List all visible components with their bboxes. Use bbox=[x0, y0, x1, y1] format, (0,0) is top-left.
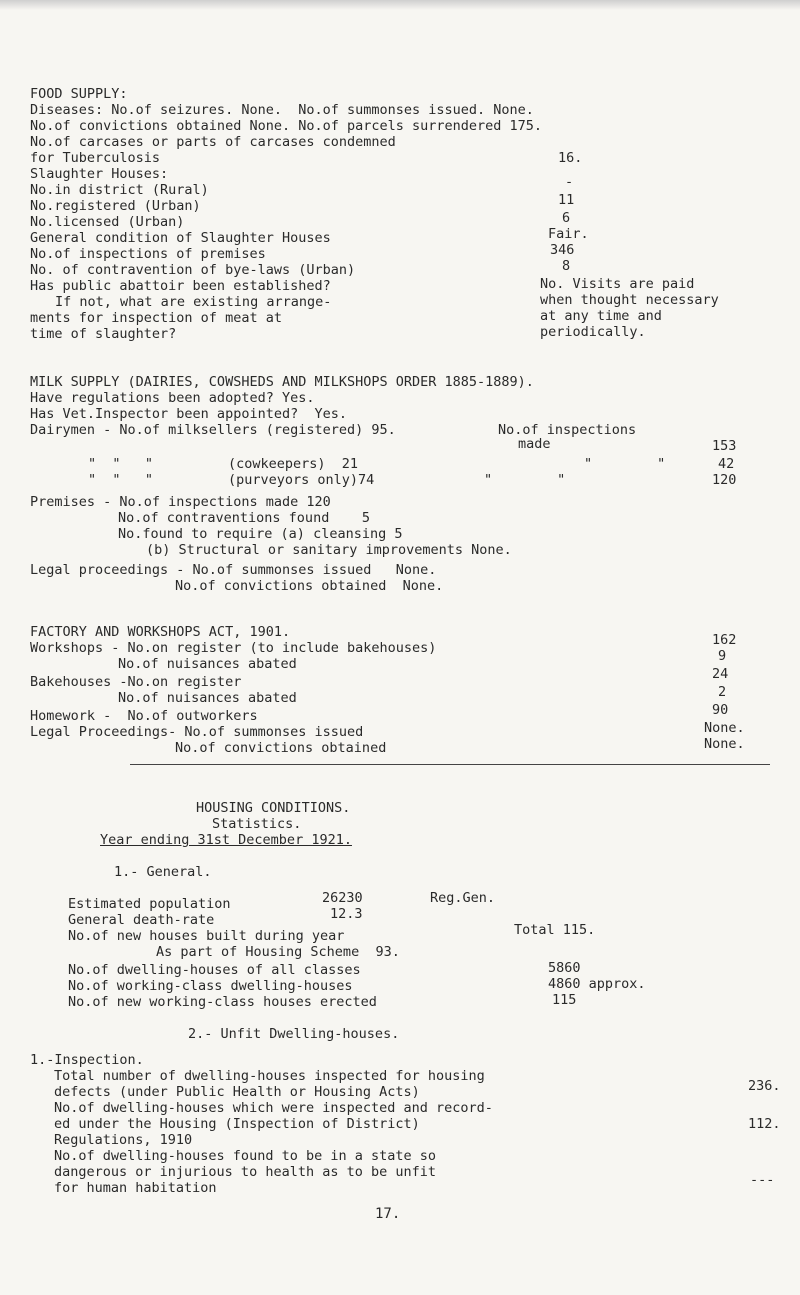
factory-convictions-value: None. bbox=[704, 736, 745, 752]
carcases-label-2: for Tuberculosis bbox=[30, 150, 161, 166]
cowkeepers-label: (cowkeepers) 21 bbox=[228, 456, 359, 472]
bakehouses-value: 24 bbox=[712, 666, 729, 682]
factory-legal-convictions: No.of convictions obtained bbox=[175, 740, 387, 756]
milk-heading: MILK SUPPLY (DAIRIES, COWSHEDS AND MILKSHOPS ORDER 1885-1889). bbox=[30, 374, 534, 390]
ditto-marks: " " " bbox=[88, 472, 154, 488]
workshops-value: 162 bbox=[712, 632, 737, 648]
factory-legal-summonses: Legal Proceedings- No.of summonses issued bbox=[30, 724, 364, 740]
working-class-label: No.of working-class dwelling-houses bbox=[68, 978, 353, 994]
licensed-label: No.licensed (Urban) bbox=[30, 214, 185, 230]
rural-value: 11 bbox=[558, 192, 575, 208]
rural-label: No.in district (Rural) bbox=[30, 182, 209, 198]
recorded-label-2: ed under the Housing (Inspection of District) bbox=[54, 1116, 420, 1132]
recorded-value: 112. bbox=[748, 1116, 781, 1132]
dwelling-houses-value: 5860 bbox=[548, 960, 581, 976]
food-line-2: No.of convictions obtained None. No.of parcels surrendered 175. bbox=[30, 118, 543, 134]
cowkeepers-inspections: 42 bbox=[718, 456, 735, 472]
homework-label: Homework - No.of outworkers bbox=[30, 708, 258, 724]
carcases-label: No.of carcases or parts of carcases condemned bbox=[30, 134, 396, 150]
milk-vet-inspector: Has Vet.Inspector been appointed? Yes. bbox=[30, 406, 347, 422]
premises-structural: (b) Structural or sanitary improvements None. bbox=[146, 542, 512, 558]
dwelling-houses-label: No.of dwelling-houses of all classes bbox=[68, 962, 361, 978]
housing-scheme: As part of Housing Scheme 93. bbox=[156, 944, 400, 960]
homework-value: 90 bbox=[712, 702, 729, 718]
condition-value: 346 bbox=[550, 242, 575, 258]
housing-title: HOUSING CONDITIONS. bbox=[196, 800, 351, 816]
abattoir-question-3: ments for inspection of meat at bbox=[30, 310, 282, 326]
food-line-1: Diseases: No.of seizures. None. No.of summonses issued. None. bbox=[30, 102, 534, 118]
abattoir-question-1: Has public abattoir been established? bbox=[30, 278, 331, 294]
visits-line-2: when thought necessary bbox=[540, 292, 719, 308]
contravention-label: No. of contravention of bye-laws (Urban) bbox=[30, 262, 356, 278]
unfit-label-2: dangerous or injurious to health as to be unfit bbox=[54, 1164, 437, 1180]
inspected-total-label: Total number of dwelling-houses inspected for housing bbox=[54, 1068, 485, 1084]
unfit-label: No.of dwelling-houses found to be in a state so bbox=[54, 1148, 437, 1164]
inspections-label: No.of inspections of premises bbox=[30, 246, 266, 262]
inspected-total-value: 236. bbox=[748, 1078, 781, 1094]
bakehouse-nuisances-label: No.of nuisances abated bbox=[118, 690, 297, 706]
factory-summonses-value: None. bbox=[704, 720, 745, 736]
unfit-heading: 2.- Unfit Dwelling-houses. bbox=[188, 1026, 400, 1042]
population-value: 26230 bbox=[322, 890, 363, 906]
death-rate-label: General death-rate bbox=[68, 912, 215, 928]
food-heading: FOOD SUPPLY: bbox=[30, 86, 128, 102]
inspection-heading: 1.-Inspection. bbox=[30, 1052, 144, 1068]
abattoir-question-4: time of slaughter? bbox=[30, 326, 177, 342]
made-label: made bbox=[518, 436, 551, 452]
section-divider bbox=[130, 764, 770, 765]
recorded-label-3: Regulations, 1910 bbox=[54, 1132, 193, 1148]
inspected-total-label-2: defects (under Public Health or Housing Acts) bbox=[54, 1084, 420, 1100]
new-working-class-label: No.of new working-class houses erected bbox=[68, 994, 377, 1010]
working-class-value: 4860 approx. bbox=[548, 976, 646, 992]
slaughter-dash: - bbox=[565, 174, 574, 190]
statistics-label: Statistics. bbox=[212, 816, 302, 832]
general-heading: 1.- General. bbox=[114, 864, 212, 880]
milksellers-inspections: 153 bbox=[712, 438, 737, 454]
urban-value: 6 bbox=[562, 210, 571, 226]
nuisances-value: 9 bbox=[718, 648, 727, 664]
bakehouses-label: Bakehouses -No.on register bbox=[30, 674, 242, 690]
population-source: Reg.Gen. bbox=[430, 890, 496, 906]
slaughter-heading: Slaughter Houses: bbox=[30, 166, 169, 182]
new-working-class-value: 115 bbox=[552, 992, 577, 1008]
workshops-label: Workshops - No.on register (to include bakehouses) bbox=[30, 640, 437, 656]
milk-legal-convictions: No.of convictions obtained None. bbox=[175, 578, 444, 594]
visits-line-3: at any time and bbox=[540, 308, 662, 324]
milk-regulations: Have regulations been adopted? Yes. bbox=[30, 390, 315, 406]
death-rate-value: 12.3 bbox=[330, 906, 363, 922]
bakehouse-nuisances-value: 2 bbox=[718, 684, 727, 700]
unfit-value: --- bbox=[750, 1172, 775, 1188]
carcases-value: 16. bbox=[558, 150, 583, 166]
new-houses-total: Total 115. bbox=[514, 922, 596, 938]
factory-heading: FACTORY AND WORKSHOPS ACT, 1901. bbox=[30, 624, 291, 640]
abattoir-question-2: If not, what are existing arrange- bbox=[55, 294, 332, 310]
visits-line-4: periodically. bbox=[540, 324, 646, 340]
ditto-marks: " " " bbox=[88, 456, 154, 472]
urban-label: No.registered (Urban) bbox=[30, 198, 201, 214]
licensed-value: Fair. bbox=[548, 226, 589, 242]
milk-legal-summonses: Legal proceedings - No.of summonses issued None. bbox=[30, 562, 437, 578]
ditto-marks: " " bbox=[584, 456, 666, 472]
dairymen-label: Dairymen - No.of milksellers (registered) 95. bbox=[30, 422, 396, 438]
premises-inspections: Premises - No.of inspections made 120 bbox=[30, 494, 331, 510]
population-label: Estimated population bbox=[68, 896, 231, 912]
visits-line-1: No. Visits are paid bbox=[540, 276, 695, 292]
ditto-marks: " " bbox=[484, 472, 566, 488]
inspections-label: No.of inspections bbox=[498, 422, 637, 438]
condition-label: General condition of Slaughter Houses bbox=[30, 230, 331, 246]
year-ending: Year ending 31st December 1921. bbox=[100, 832, 352, 848]
purveyors-label: (purveyors only)74 bbox=[228, 472, 375, 488]
unfit-label-3: for human habitation bbox=[54, 1180, 217, 1196]
purveyors-inspections: 120 bbox=[712, 472, 737, 488]
recorded-label: No.of dwelling-houses which were inspected and record- bbox=[54, 1100, 493, 1116]
scan-edge bbox=[0, 0, 800, 10]
inspections-value: 8 bbox=[562, 258, 571, 274]
nuisances-label: No.of nuisances abated bbox=[118, 656, 297, 672]
premises-cleansing: No.found to require (a) cleansing 5 bbox=[118, 526, 403, 542]
new-houses-label: No.of new houses built during year bbox=[68, 928, 345, 944]
premises-contraventions: No.of contraventions found 5 bbox=[118, 510, 370, 526]
page-number: 17. bbox=[375, 1206, 401, 1222]
